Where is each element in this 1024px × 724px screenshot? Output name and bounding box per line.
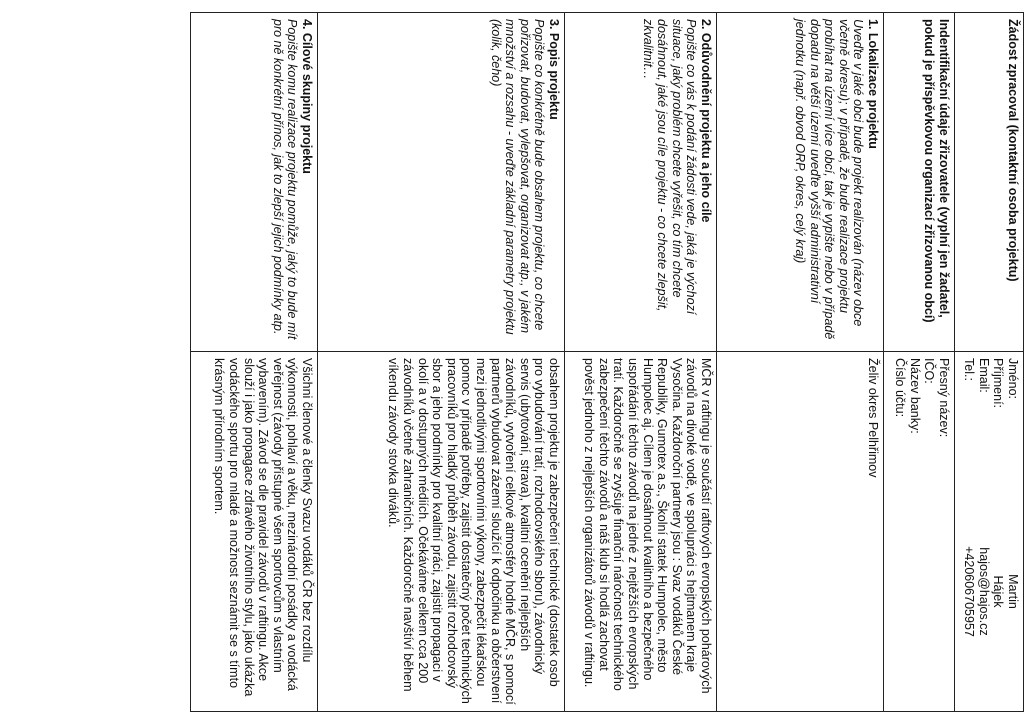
identification-row: Přesný název: [937, 358, 951, 438]
contact-section [955, 13, 1024, 712]
identification-row: IČO: [922, 358, 937, 384]
section-target-groups [191, 13, 318, 712]
section-answer: Všichni členové a členky Svazu vodáků ČR bez rozdílu výkonnosti, pohlaví a věku, mezinárodní posádky a vodácká veřejnost (závody přístupné všem sportovcům s vlastním vybavením). Závod se dle pravidel závodů v raftingu. Akce slouží i jako propagace zdravého životního stylu, jako ukázka vodáckého sportu pro mladé a možnost seznámit se s tímto krásným přírodním sportem. [191, 352, 318, 712]
contact-fields [955, 352, 1024, 712]
grant-application-form [190, 12, 1024, 712]
section-justification [565, 13, 717, 712]
contact-row: Příjmení: Hájek [991, 358, 1006, 608]
contact-row: Email: hajos@hajos.cz [976, 358, 991, 636]
contact-heading: Žádost zpracoval (kontaktní osoba projektu) [955, 13, 1024, 352]
section-title: 1. Lokalizace projektu [866, 19, 880, 149]
section-answer: obsahem projektu je zabezpečení technické (dostatek osob pro vybudování tratí, rozhodcovského sboru), závodnický servis (ubytování, strava), kvalitní ocenění nejlepších závodníků, vytvoření celkové atmosféry hodné MČR, s pomocí partnerů vybudovat zázemí sloužící k odpočinku a občerstvení mezi jednotlivými sportovními výkony, zabezpečit lékařskou pomoc v případě potřeby, zajistit dostatečný počet technických pracovníků pro hladký průběh závodu, zajistit rozhodcovský sbor a jeho podmínky pro kvalitní práci, zajistit propagaci v okolí a v dostupných médiích. Očekáváme celkem cca 200 závodníků včetně zahraničních. Každoročně navštíví během víkendu závody stovka diváků. [318, 352, 565, 712]
section-label [318, 13, 565, 352]
section-answer: Želiv okres Pelhřimov [717, 352, 884, 712]
section-label [717, 13, 884, 352]
identification-row: Název banky: [907, 358, 922, 434]
section-answer: MČR v raftingu je součástí raftových evropských pohárových závodů na divoké vodě, ve spolupráci s hejtmanem kraje Vysočina. Každoroční partnery jsou : Svaz vodáků České Republiky, Gumotex a.s., Školní statek Humpolec, město Humpolec aj. Cílem je dosáhnout kvalitního a bezpečného uspořádání těchto závodů na jedné z nejtěžších evropských tratí. Každoročně se zvyšuje finanční náročnost technického zabezpečení těchto závodů a náš klub si hodlá zachovat pověst jednoho z nejlepších organizátorů závodů v raftingu. [565, 352, 717, 712]
section-hint: Popište co vás k podání žádosti vede, jaká je výchozí situace, jaký problém chcete vyřešit, co tím chcete dosáhnout, jaké jsou cíle projektu - co chcete zlepšit, zkvalitnit… [640, 19, 699, 315]
contact-row: Tel.: +420606705957 [962, 358, 977, 637]
section-title: 4. Cílové skupiny projektu [300, 19, 314, 174]
section-hint: Popište komu realizace projektu pomůže, jaký to bude mít pro ně konkrétní přínos, jak to zlepší jejich podmínky atp. [270, 19, 300, 340]
identification-section [884, 13, 955, 712]
identification-heading: Indentifikační údaje zřizovatele (vyplní jen žadatel, pokud je příspěvkovou organizací zřizovanou obcí) [884, 13, 955, 352]
section-description [318, 13, 565, 712]
rotated-form-page [0, 12, 1024, 712]
section-title: 3. Popis projektu [547, 19, 561, 120]
section-hint: Popište co konkrétně bude obsahem projektu, co chcete pořizovat, budovat, vylepšovat, organizovat atp., v jakém množství a rozsahu - uveďte základní parametry projektu (kolik, čeho) [488, 19, 547, 335]
section-localization [717, 13, 884, 712]
contact-row: Jméno: Martin [1006, 358, 1020, 609]
section-label [565, 13, 717, 352]
section-hint: Uveďte v jaké obci bude projekt realizován (název obce včetně okresu); v případě, že bude realizace projektu probíhat na území více obcí, tak je vypište nebo v případě dopadu na větší území uveďte vyšší administrativní jednotku (např. obvod ORP, okres, celý kraj) [793, 19, 866, 340]
identification-fields [884, 352, 955, 712]
identification-row: Číslo účtu: [893, 358, 908, 418]
section-title: 2. Odůvodnění projektu a jeho cíle [699, 19, 713, 223]
section-label [191, 13, 318, 352]
